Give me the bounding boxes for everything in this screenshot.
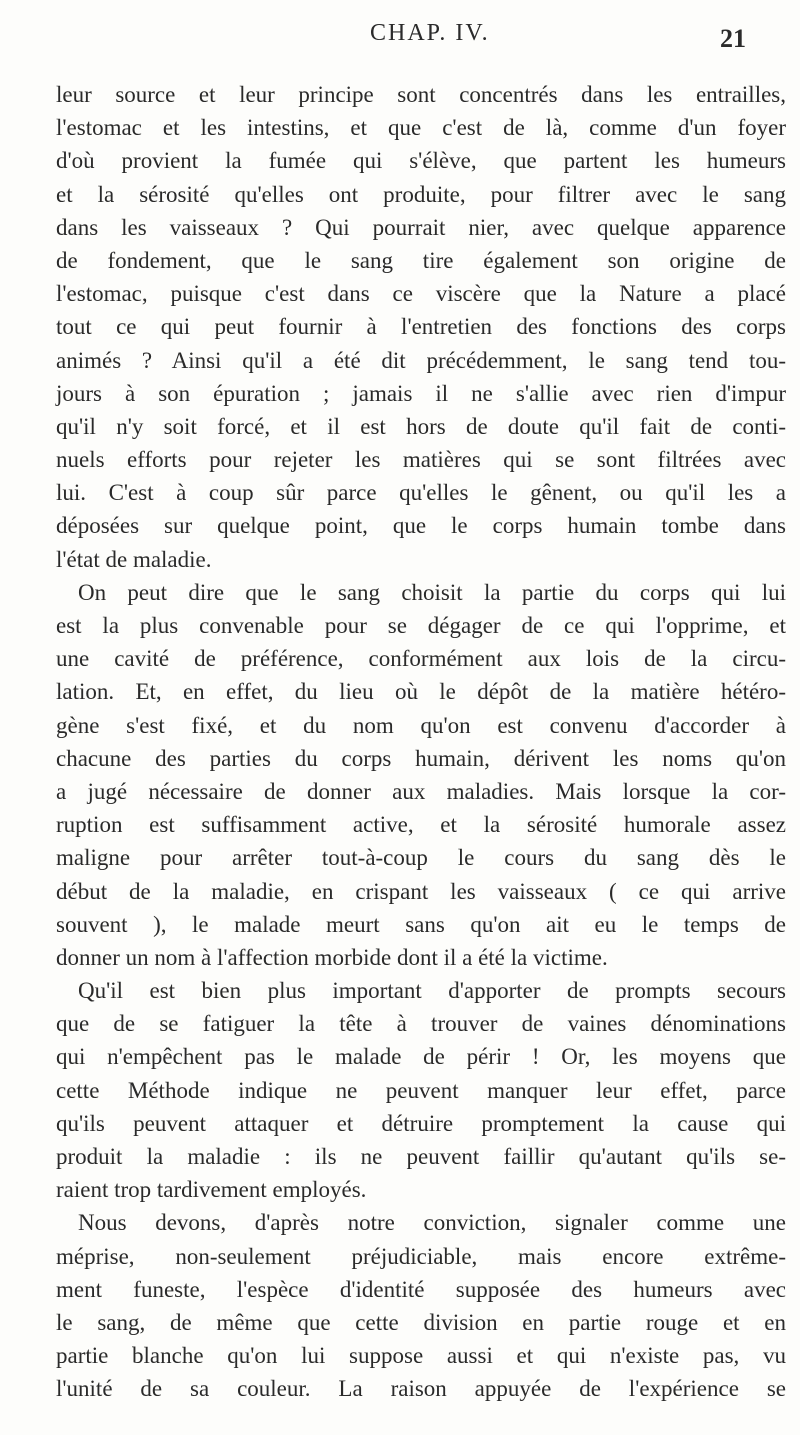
text-line: l'estomac et les intestins, et que c'est de là, comme d'un foyer: [56, 115, 786, 141]
text-line: est la plus convenable pour se dégager de ce qui l'opprime, et: [56, 613, 786, 638]
text-line: de fondement, que le sang tire également son origine de: [56, 247, 786, 273]
text-line: partie blanche qu'on lui suppose aussi et qui n'existe pas, vu: [56, 1343, 786, 1369]
text-line: a jugé nécessaire de donner aux maladies. Mais lorsque la cor-: [56, 778, 786, 804]
text-line: qui n'empêchent pas le malade de périr ! Or, les moyens que: [56, 1044, 786, 1070]
text-line: et la sérosité qu'elles ont produite, pour filtrer avec le sang: [56, 181, 786, 207]
text-line: ment funeste, l'espèce d'identité supposée des humeurs avec: [56, 1276, 786, 1302]
body-text: [56, 78, 786, 1406]
text-line: tout ce qui peut fournir à l'entretien des fonctions des corps: [56, 314, 786, 340]
text-line: ruption est suffisamment active, et la sérosité humorale assez: [56, 812, 786, 838]
text-line: début de la maladie, en crispant les vaisseaux ( ce qui arrive: [56, 878, 786, 904]
text-line: l'unité de sa couleur. La raison appuyée de l'expérience se: [56, 1376, 786, 1402]
text-line: d'où provient la fumée qui s'élève, que partent les humeurs: [56, 148, 786, 174]
text-line: le sang, de même que cette division en partie rouge et en: [56, 1309, 786, 1335]
text-line: Qu'il est bien plus important d'apporter de prompts secours: [78, 978, 786, 1004]
text-line: une cavité de préférence, conformément aux lois de la circu-: [56, 646, 786, 672]
text-line: lation. Et, en effet, du lieu où le dépôt de la matière hétéro-: [56, 679, 786, 705]
running-head: [40, 20, 800, 70]
text-line: raient trop tardivement employés.: [56, 1177, 367, 1203]
text-line: Nous devons, d'après notre conviction, signaler comme une: [78, 1210, 786, 1236]
text-line: dans les vaisseaux ? Qui pourrait nier, avec quelque apparence: [56, 214, 786, 240]
text-line: méprise, non-seulement préjudiciable, mais encore extrême-: [56, 1243, 786, 1269]
text-line: nuels efforts pour rejeter les matières qui se sont filtrées avec: [56, 447, 786, 473]
text-line: qu'ils peuvent attaquer et détruire promptement la cause qui: [56, 1110, 786, 1136]
text-line: produit la maladie : ils ne peuvent faillir qu'autant qu'ils se-: [56, 1144, 786, 1169]
text-line: donner un nom à l'affection morbide dont il a été la victime.: [56, 944, 608, 970]
text-line: gène s'est fixé, et du nom qu'on est convenu d'accorder à: [56, 712, 786, 738]
text-line: jours à son épuration ; jamais il ne s'allie avec rien d'impur: [56, 380, 786, 406]
text-line: l'estomac, puisque c'est dans ce viscère que la Nature a placé: [56, 281, 786, 307]
text-line: chacune des parties du corps humain, dérivent les noms qu'on: [56, 745, 786, 771]
text-line: souvent ), le malade meurt sans qu'on ait eu le temps de: [56, 911, 786, 937]
text-line: déposées sur quelque point, que le corps humain tombe dans: [56, 513, 786, 539]
text-line: qu'il n'y soit forcé, et il est hors de doute qu'il fait de conti-: [56, 413, 786, 439]
text-line: animés ? Ainsi qu'il a été dit précédemment, le sang tend tou-: [56, 347, 786, 373]
text-line: leur source et leur principe sont concentrés dans les entrailles,: [56, 82, 786, 107]
chapter-heading: CHAP. IV.: [370, 20, 490, 46]
text-line: On peut dire que le sang choisit la partie du corps qui lui: [78, 579, 786, 605]
text-line: lui. C'est à coup sûr parce qu'elles le gênent, ou qu'il les a: [56, 480, 786, 506]
text-line: que de se fatiguer la tête à trouver de vaines dénominations: [56, 1011, 786, 1037]
text-line: l'état de maladie.: [56, 546, 212, 572]
page-number: 21: [720, 24, 746, 53]
text-line: cette Méthode indique ne peuvent manquer leur effet, parce: [56, 1077, 786, 1103]
text-line: maligne pour arrêter tout-à-coup le cours du sang dès le: [56, 845, 786, 871]
